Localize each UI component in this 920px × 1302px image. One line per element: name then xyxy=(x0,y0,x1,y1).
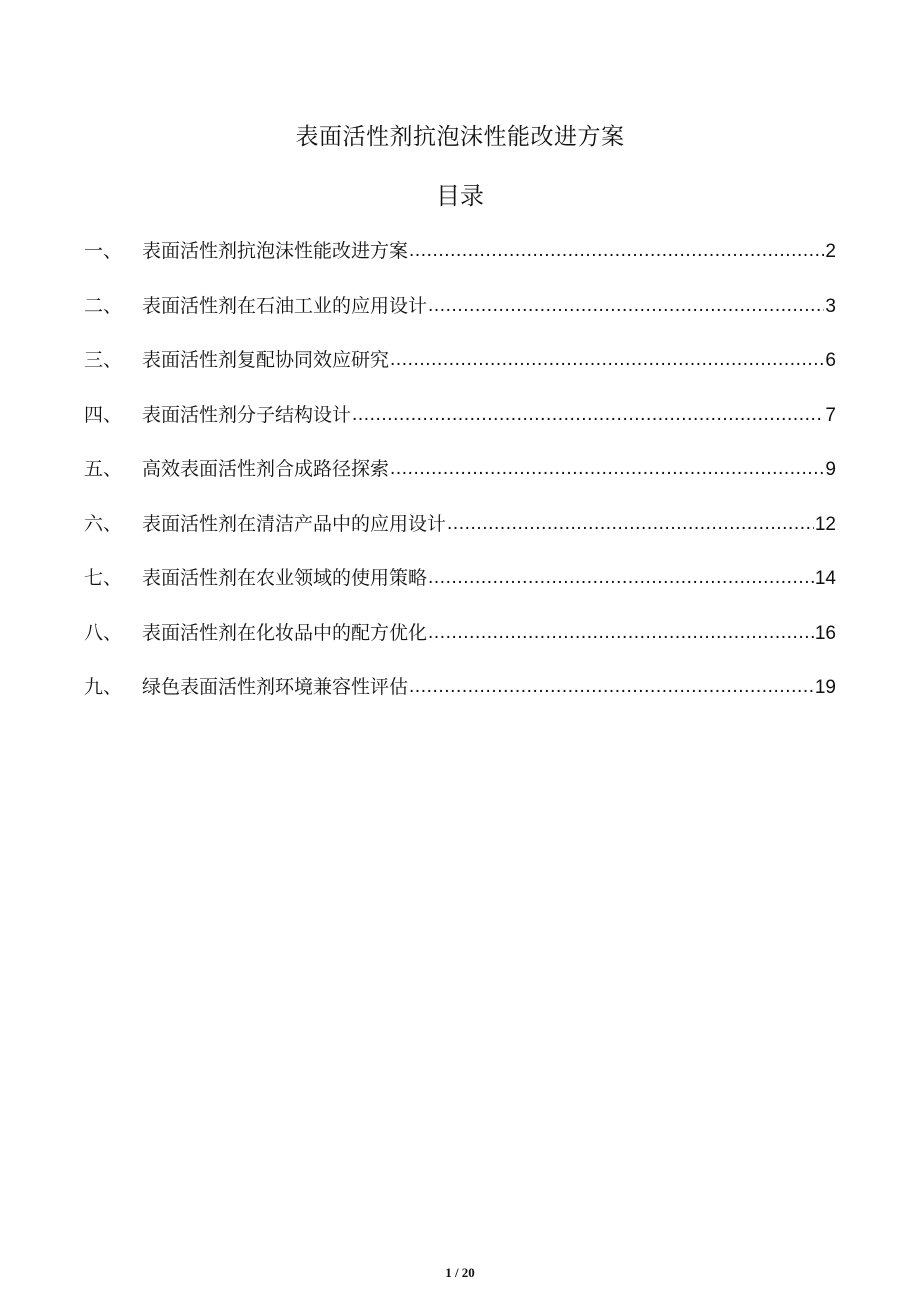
toc-entry-title: 表面活性剂抗泡沫性能改进方案 xyxy=(142,240,409,262)
toc-entry[interactable] xyxy=(84,288,836,343)
toc-entry-page: 6 xyxy=(825,350,836,371)
toc-entry-title: 表面活性剂复配协同效应研究 xyxy=(142,349,390,371)
toc-entry-title: 绿色表面活性剂环境兼容性评估 xyxy=(142,676,409,698)
toc-entry-number: 二、 xyxy=(84,294,123,317)
page-number: 1 / 20 xyxy=(445,1265,475,1280)
table-of-contents xyxy=(84,233,836,724)
document-title: 表面活性剂抗泡沫性能改进方案 xyxy=(295,124,625,150)
toc-entry-number: 三、 xyxy=(84,349,123,371)
toc-entry-title: 表面活性剂在清洁产品中的应用设计 xyxy=(142,512,447,535)
toc-entry-title: 表面活性剂分子结构设计 xyxy=(142,403,352,426)
toc-entry-number: 五、 xyxy=(84,458,123,480)
toc-entry[interactable] xyxy=(84,397,836,452)
toc-entry-page: 12 xyxy=(814,513,836,535)
toc-entry[interactable] xyxy=(84,669,836,724)
toc-dot-leader xyxy=(390,341,824,378)
toc-entry-page: 9 xyxy=(825,459,836,480)
toc-entry-title: 高效表面活性剂合成路径探索 xyxy=(142,458,390,480)
toc-dot-leader xyxy=(447,505,814,542)
toc-entry-number: 九、 xyxy=(84,676,123,698)
toc-entry-page: 19 xyxy=(814,677,836,698)
toc-entry-number: 七、 xyxy=(84,567,123,589)
toc-entry[interactable] xyxy=(84,506,836,561)
toc-entry[interactable] xyxy=(84,615,836,670)
toc-entry-page: 3 xyxy=(825,295,836,317)
toc-entry-title: 表面活性剂在农业领域的使用策略 xyxy=(142,567,428,589)
toc-entry-title: 表面活性剂在石油工业的应用设计 xyxy=(142,294,428,317)
toc-entry-number: 四、 xyxy=(84,403,123,426)
toc-entry-number: 一、 xyxy=(84,240,123,262)
toc-dot-leader xyxy=(352,396,824,433)
toc-heading: 目录 xyxy=(436,182,484,210)
toc-dot-leader xyxy=(428,559,814,596)
toc-entry-page: 7 xyxy=(825,404,836,426)
toc-dot-leader xyxy=(428,287,824,324)
toc-dot-leader xyxy=(428,614,814,651)
toc-entry[interactable] xyxy=(84,342,836,397)
toc-entry-page: 16 xyxy=(814,622,836,644)
toc-dot-leader xyxy=(409,232,824,269)
toc-dot-leader xyxy=(409,668,814,705)
toc-entry-title: 表面活性剂在化妆品中的配方优化 xyxy=(142,621,428,644)
toc-entry-number: 八、 xyxy=(84,621,123,644)
toc-entry-number: 六、 xyxy=(84,512,123,535)
toc-entry[interactable] xyxy=(84,233,836,288)
toc-entry[interactable] xyxy=(84,451,836,506)
toc-entry-page: 2 xyxy=(825,241,836,262)
toc-entry[interactable] xyxy=(84,560,836,615)
toc-entry-page: 14 xyxy=(814,568,836,589)
toc-dot-leader xyxy=(390,450,824,487)
